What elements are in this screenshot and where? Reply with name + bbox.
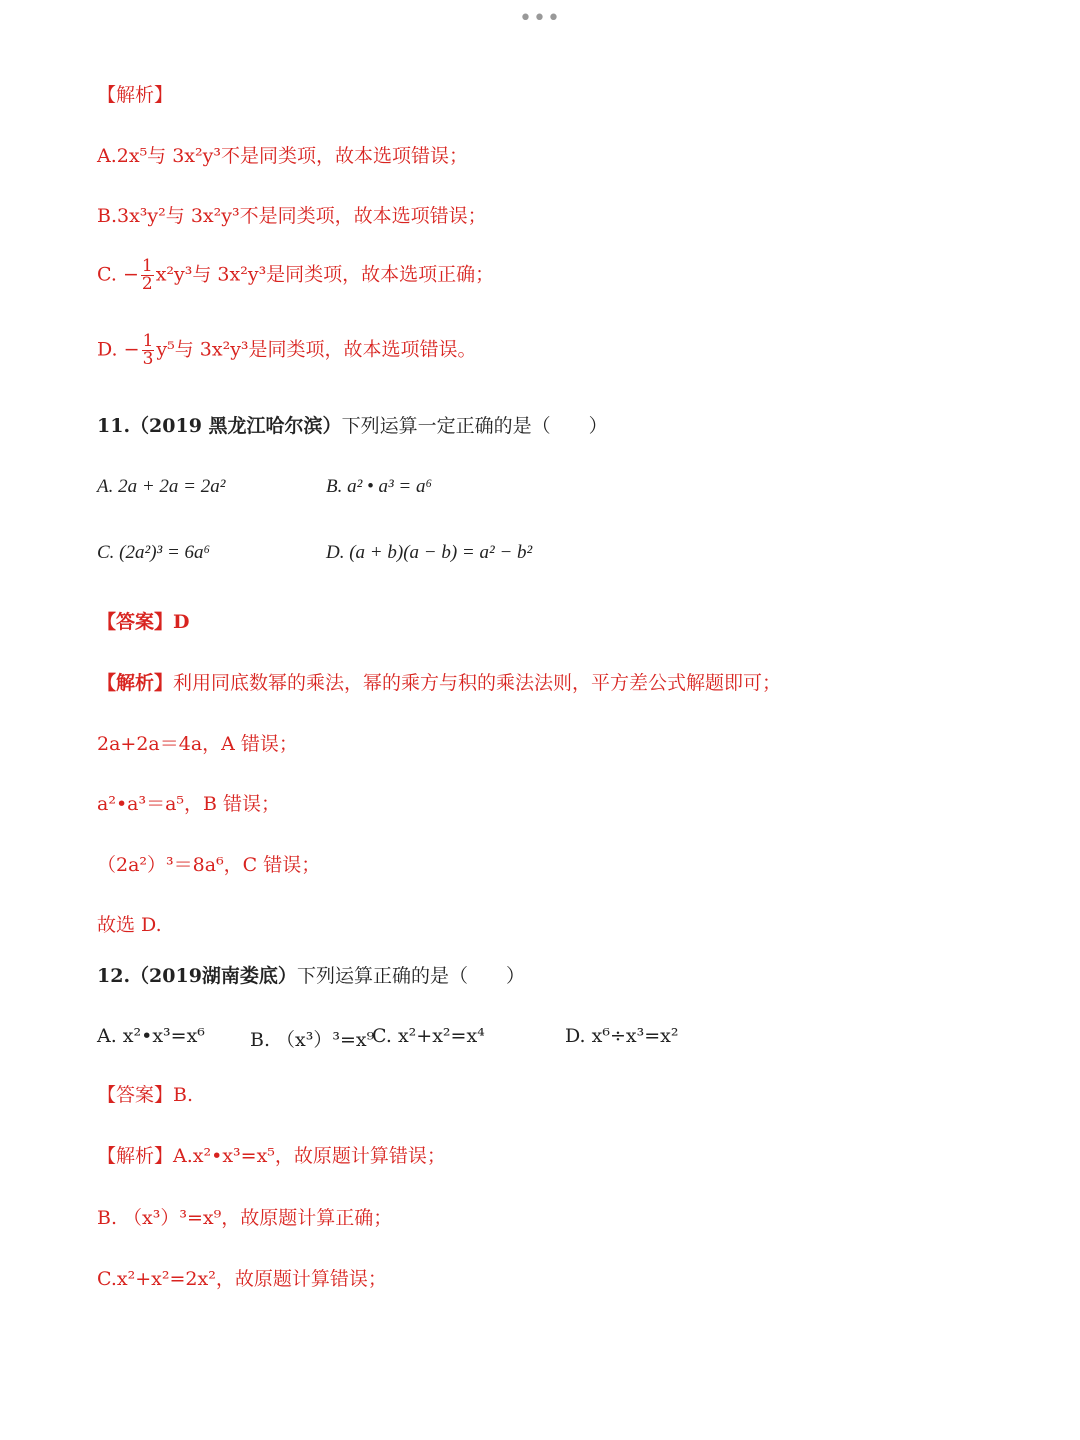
fraction-one-half: $\frac{1}{2}$ xyxy=(141,256,153,294)
q12-option-d: D. x⁶÷x³=x² xyxy=(565,1025,679,1047)
q11-analysis-text: 利用同底数幂的乘法，幂的乘方与积的乘法法则，平方差公式解题即可； xyxy=(173,672,782,694)
q11-answer: 【答案】D xyxy=(97,611,190,633)
q12-answer: 【答案】B. xyxy=(97,1084,194,1106)
q11-analysis-line-2: a²•a³＝a⁵，B 错误； xyxy=(97,793,281,815)
question-11-text: 下列运算一定正确的是（ ） xyxy=(341,415,608,437)
q11-option-d: D. (a + b)(a − b) = a² − b² xyxy=(326,542,533,563)
analysis-option-b: B.3x³y²与 3x²y³不是同类项，故本选项错误； xyxy=(97,205,487,227)
more-options-icon[interactable]: ••• xyxy=(519,6,561,31)
q11-analysis xyxy=(97,670,781,696)
q11-option-b: B. a² • a³ = a⁶ xyxy=(326,476,433,497)
analysis-header: 【解析】 xyxy=(97,84,174,106)
analysis-option-a: A.2x⁵与 3x²y³不是同类项，故本选项错误； xyxy=(97,145,468,167)
option-d-prefix: D. − xyxy=(97,338,140,361)
q12-analysis-b: B. （x³）³=x⁹，故原题计算正确； xyxy=(97,1207,393,1229)
q11-analysis-line-4: 故选 D. xyxy=(97,914,162,936)
q12-analysis-label: 【解析】 xyxy=(97,1145,174,1167)
q11-analysis-line-3: （2a²）³＝8a⁶，C 错误； xyxy=(97,854,321,876)
q11-option-c: C. (2a²)³ = 6a⁶ xyxy=(97,542,211,563)
question-12-title xyxy=(97,963,525,989)
q12-option-c: C. x²+x²=x⁴ xyxy=(372,1025,485,1047)
question-11-title xyxy=(97,413,608,439)
question-11-source: 11.（2019 黑龙江哈尔滨） xyxy=(97,415,342,437)
q11-option-a: A. 2a + 2a = 2a² xyxy=(97,476,226,497)
q11-analysis-line-1: 2a+2a＝4a，A 错误； xyxy=(97,733,298,755)
option-c-prefix: C. − xyxy=(97,263,139,286)
q12-analysis-c: C.x²+x²=2x²，故原题计算错误； xyxy=(97,1268,387,1290)
analysis-option-c xyxy=(97,258,494,293)
q11-analysis-label: 【解析】 xyxy=(97,672,174,694)
q12-analysis xyxy=(97,1143,446,1169)
analysis-option-d xyxy=(97,333,477,368)
option-c-text: x²y³与 3x²y³是同类项，故本选项正确； xyxy=(155,263,495,286)
q12-analysis-a: A.x²•x³=x⁵，故原题计算错误； xyxy=(173,1145,446,1167)
question-12-text: 下列运算正确的是（ ） xyxy=(296,965,525,987)
question-12-source: 12.（2019湖南娄底） xyxy=(97,965,297,987)
fraction-one-third: $\frac{1}{3}$ xyxy=(142,331,154,369)
q12-option-b: B. （x³）³=x⁹ xyxy=(250,1029,375,1051)
option-d-text: y⁵与 3x²y³是同类项，故本选项错误。 xyxy=(156,338,477,361)
q12-option-a: A. x²•x³=x⁶ xyxy=(97,1025,205,1047)
